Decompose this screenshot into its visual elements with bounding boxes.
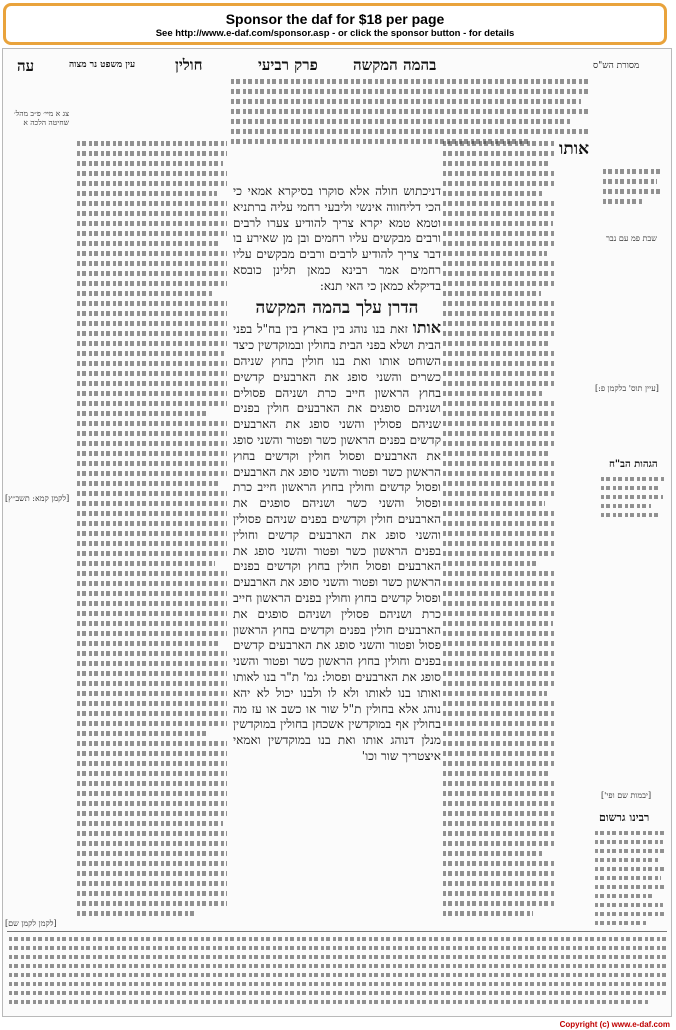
mishnah-lead-word: אותו [412,318,441,338]
copyright-notice: Copyright (c) www.e-daf.com [559,1020,670,1029]
rabbeinu-gershom-heading: רבינו גרשום [599,811,650,824]
hadran-heading: הדרן עלך בהמה המקשה [255,297,419,318]
main-intro: דניכתוש חולה אלא סוקרו בסיקרא אמאי כי הכי דליחווה אינשי וליבעי רחמי עליה ברתניא וטמא טמא יקרא צריך להודיע צערו לרבים ורבים מבקשים עליו רחמים ובן מן שאירע בו דבר צריך להודיע לרבים ורבים מבקשים עליו רחמים אמר רבינא כמאן תלינן כובסא בדיקלא כמאן כי האי תנא: [233,184,441,293]
main-text-column [233,184,441,974]
perek-label: פרק רביעי [258,56,318,74]
mishnah-text: זאת בנו נוהג בין בארץ בין בח"ל בפני הבית ושלא בפני הבית בחולין ובמוקדשין כיצד השוחט אותו ואת בנו חולין בחוץ שניהם כשרים והשני סופג את הארבעים קדשים בחוץ הראשון חייב כרת ושניהם פסולים ושניהם סופגים את הארבעים חולין בפנים שניהם פסולין והשני סופג את הארבעים קדשים בפנים הראשון כשר ופטור והשני סופג את הארבעים ופסול חולין וקדשים בחוץ הראשון כשר ופטור והשני סופג את הארבעים ופסול קדשים וחולין בחוץ הראשון חייב כרת ופסול והשני כשר ושניהם סופגים את הארבעים חולין וקדשים בפנים שניהם פסולין והשני סופג את הארבעים קדשים וחולין בפנים הראשון כשר ופטור והשני סופג את הארבעים ופסול חולין בחוץ וקדשים בפנים הראשון כשר ופטור והשני סופג את הארבעים ופסול קדשים בחוץ וחולין בפנים הראשון חייב כרת ושניהם פסולין ושניהם סופגים את הארבעים חולין בפנים וקדשים בחוץ הראשון פסול ופטור והשני סופג את הארבעים קדשים בפנים וחולין בחוץ הראשון כשר ופטור והשני סופג את הארבעים ופסול: גמ' ת"ר בנו לאותו ואותו בנו לאותו ולא לו ולבנו יכול לא יהא נוהג אלא בחולין ת"ל שור או כשב או עז מה בחולין אף במוקדשין אשכחן בחולין במוקדשין מנלן דנוהג אותו ואת בנו במוקדשין ואמאי איצטריך שור וכו' [233,322,441,763]
tractate-name: חולין [175,56,203,74]
talmud-page-scan [2,48,672,1017]
rabbeinu-gershom-text [595,831,665,941]
sponsor-banner[interactable] [3,3,667,45]
left-note-2: [לקמן קמא: תשב״ץ] [5,494,70,503]
sponsor-subtitle[interactable]: See http://www.e-daf.com/sponsor.asp - or click the sponsor button - for details [155,28,515,39]
chapter-title: בהמה המקשה [353,56,437,74]
rashi-column [443,141,555,921]
right-note-3: [יבמות שם ופי'] [601,791,652,800]
page-number: עה [17,57,35,75]
bottom-divider [7,931,667,932]
sponsor-title[interactable]: Sponsor the daf for $18 per page [225,11,445,27]
ein-mishpat-label: עין משפט נר מצוה [69,60,136,70]
bottom-commentary [9,937,667,1013]
top-commentary [231,79,589,169]
mesorat-column [603,169,665,229]
tosafot-column [77,141,227,921]
main-body [233,320,441,764]
mesorat-label: מסורת הש"ס [593,61,640,71]
right-note-1: שבת פמ עם נבר [606,234,657,243]
hagahot-text [601,477,665,537]
left-note-3: [לקמן לקמן שם] [5,919,57,928]
right-note-2: [עיין תוס' בלקמן פ:] [595,384,659,393]
rashi-lead-word: אותו [559,139,589,159]
left-note-1: צג א מיי׳ פ״ב מהל׳ שחיטה הלכה א [14,109,69,127]
hagahot-heading: הגהות הב"ח [609,459,658,470]
